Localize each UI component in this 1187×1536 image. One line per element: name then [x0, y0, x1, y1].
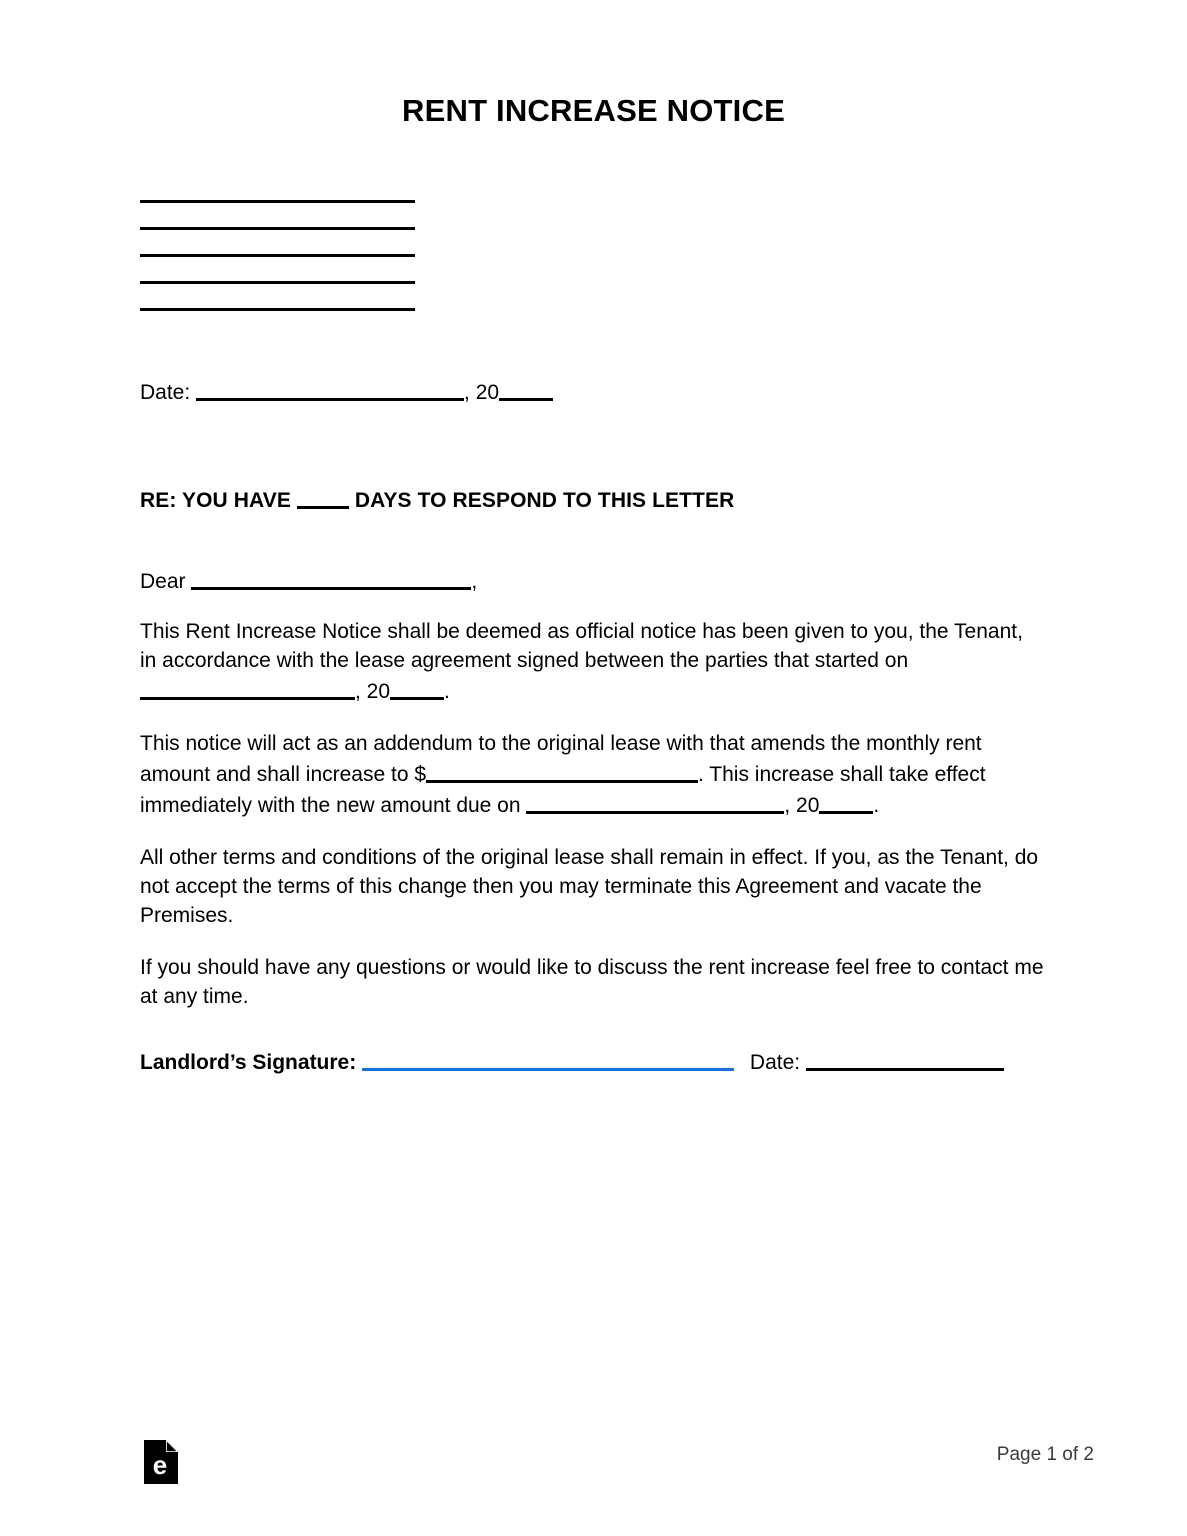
- address-blank-lines: [140, 200, 415, 311]
- lease-start-year-blank[interactable]: [390, 675, 444, 700]
- paragraph-rent-amount-text-b: . This increase shall take effect immediately with the new amount due on: [140, 763, 986, 818]
- date-line: [140, 376, 553, 407]
- new-amount-due-year-blank[interactable]: [819, 789, 873, 814]
- paragraph-rent-amount-text-d: .: [873, 794, 880, 818]
- re-suffix-label: DAYS TO RESPOND TO THIS LETTER: [354, 489, 735, 513]
- lease-start-date-blank[interactable]: [140, 675, 355, 700]
- address-blank-line-3[interactable]: [140, 254, 415, 257]
- signature-date-label: Date:: [749, 1051, 801, 1075]
- new-amount-due-date-blank[interactable]: [526, 789, 784, 814]
- date-input-blank[interactable]: [196, 376, 464, 401]
- landlord-signature-blank[interactable]: [362, 1046, 734, 1071]
- paragraph-rent-amount-text-a: This notice will act as an addendum to the original lease with that amends the monthly rent amount and shall increase to $: [140, 732, 982, 787]
- re-prefix-label: RE: YOU HAVE: [140, 489, 291, 513]
- paragraph-contact: If you should have any questions or would like to discuss the rent increase feel free to contact me at any time.: [140, 956, 1044, 1009]
- landlord-signature-label: Landlord’s Signature:: [140, 1051, 357, 1075]
- page-number: Page 1 of 2: [996, 1444, 1094, 1465]
- tenant-name-blank[interactable]: [191, 565, 471, 590]
- address-blank-line-4[interactable]: [140, 281, 415, 284]
- page-title: RENT INCREASE NOTICE: [402, 93, 785, 128]
- paragraph-lease-start-text-c: .: [444, 680, 450, 704]
- paragraph-lease-start: [140, 617, 1045, 706]
- paragraph-rent-amount: [140, 729, 1045, 820]
- eforms-logo-icon: [144, 1440, 178, 1484]
- body-content: [140, 617, 1045, 1011]
- new-rent-amount-blank[interactable]: [426, 758, 698, 783]
- date-year-blank[interactable]: [499, 376, 553, 401]
- address-blank-line-1[interactable]: [140, 200, 415, 203]
- salutation-suffix: ,: [471, 570, 478, 594]
- date-year-prefix: , 20: [464, 381, 500, 405]
- salutation-label: Dear: [140, 570, 186, 594]
- signature-date-blank[interactable]: [806, 1046, 1004, 1071]
- re-line: [140, 484, 734, 515]
- paragraph-other-terms: All other terms and conditions of the original lease shall remain in effect. If you, as the Tenant, do not accept the terms of this change then you may terminate this Agreement and vacate the Premises.: [140, 846, 1039, 928]
- date-label: Date:: [140, 381, 191, 405]
- paragraph-rent-amount-text-c: , 20: [784, 794, 820, 818]
- salutation-line: [140, 565, 477, 596]
- address-blank-line-5[interactable]: [140, 308, 415, 311]
- address-blank-line-2[interactable]: [140, 227, 415, 230]
- paragraph-lease-start-text-a: This Rent Increase Notice shall be deemed as official notice has been given to you, the Tenant, in accordance with the lease agreement signed between the parties that started on: [140, 620, 1023, 672]
- svg-text:e: e: [152, 1450, 168, 1480]
- paragraph-lease-start-text-b: , 20: [355, 680, 391, 704]
- signature-line: [140, 1046, 1004, 1076]
- response-days-blank[interactable]: [297, 484, 349, 509]
